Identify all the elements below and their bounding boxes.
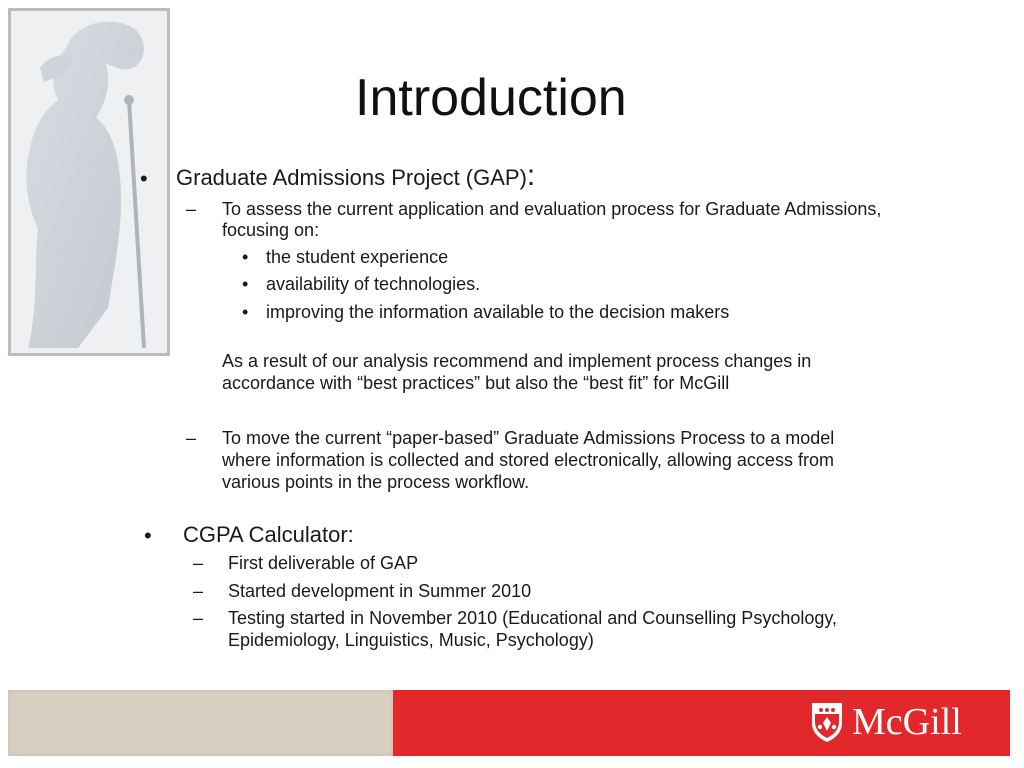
dash-marker: –	[193, 581, 204, 601]
gap-heading-colon: :	[526, 159, 536, 192]
dash-marker: –	[193, 553, 204, 573]
mcgill-logo-text: McGill	[852, 701, 962, 743]
bullet-marker: •	[242, 247, 249, 267]
cgpa-item: Testing started in November 2010 (Educational and Counselling Psychology,	[228, 608, 838, 628]
cgpa-item: Epidemiology, Linguistics, Music, Psychology)	[228, 630, 594, 650]
gap-purpose-line1: To assess the current application and evaluation process for Graduate Admissions,	[222, 199, 882, 219]
cgpa-item: Started development in Summer 2010	[228, 581, 532, 601]
focus-item: improving the information available to the decision makers	[266, 302, 730, 322]
cgpa-heading: CGPA Calculator:	[183, 522, 354, 547]
gap-result-line2: accordance with “best practices” but also the “best fit” for McGill	[222, 373, 730, 393]
footer-band-left	[8, 690, 393, 756]
gap-heading-text: Graduate Admissions Project (GAP)	[176, 165, 527, 190]
gap-move-line1: To move the current “paper-based” Graduate Admissions Process to a model	[222, 428, 835, 448]
focus-item: the student experience	[266, 247, 449, 267]
dash-marker: –	[186, 199, 197, 219]
mcgill-crest-icon	[810, 701, 844, 743]
gap-move-line3: various points in the process workflow.	[222, 472, 530, 492]
gap-purpose-line2: focusing on:	[222, 220, 320, 240]
bullet-marker: •	[242, 302, 249, 322]
bullet-marker: •	[144, 523, 152, 548]
gap-result-line1: As a result of our analysis recommend and implement process changes in	[222, 351, 812, 371]
slide-title: Introduction	[355, 69, 627, 127]
bullet-marker: •	[140, 166, 148, 191]
gap-heading	[176, 159, 536, 192]
cgpa-item: First deliverable of GAP	[228, 553, 419, 573]
gap-move-line2: where information is collected and stored electronically, allowing access from	[222, 450, 834, 470]
dash-marker: –	[186, 428, 197, 448]
mcgill-logo	[810, 700, 962, 744]
bullet-marker: •	[242, 274, 249, 294]
dash-marker: –	[193, 608, 204, 628]
focus-item: availability of technologies.	[266, 274, 481, 294]
